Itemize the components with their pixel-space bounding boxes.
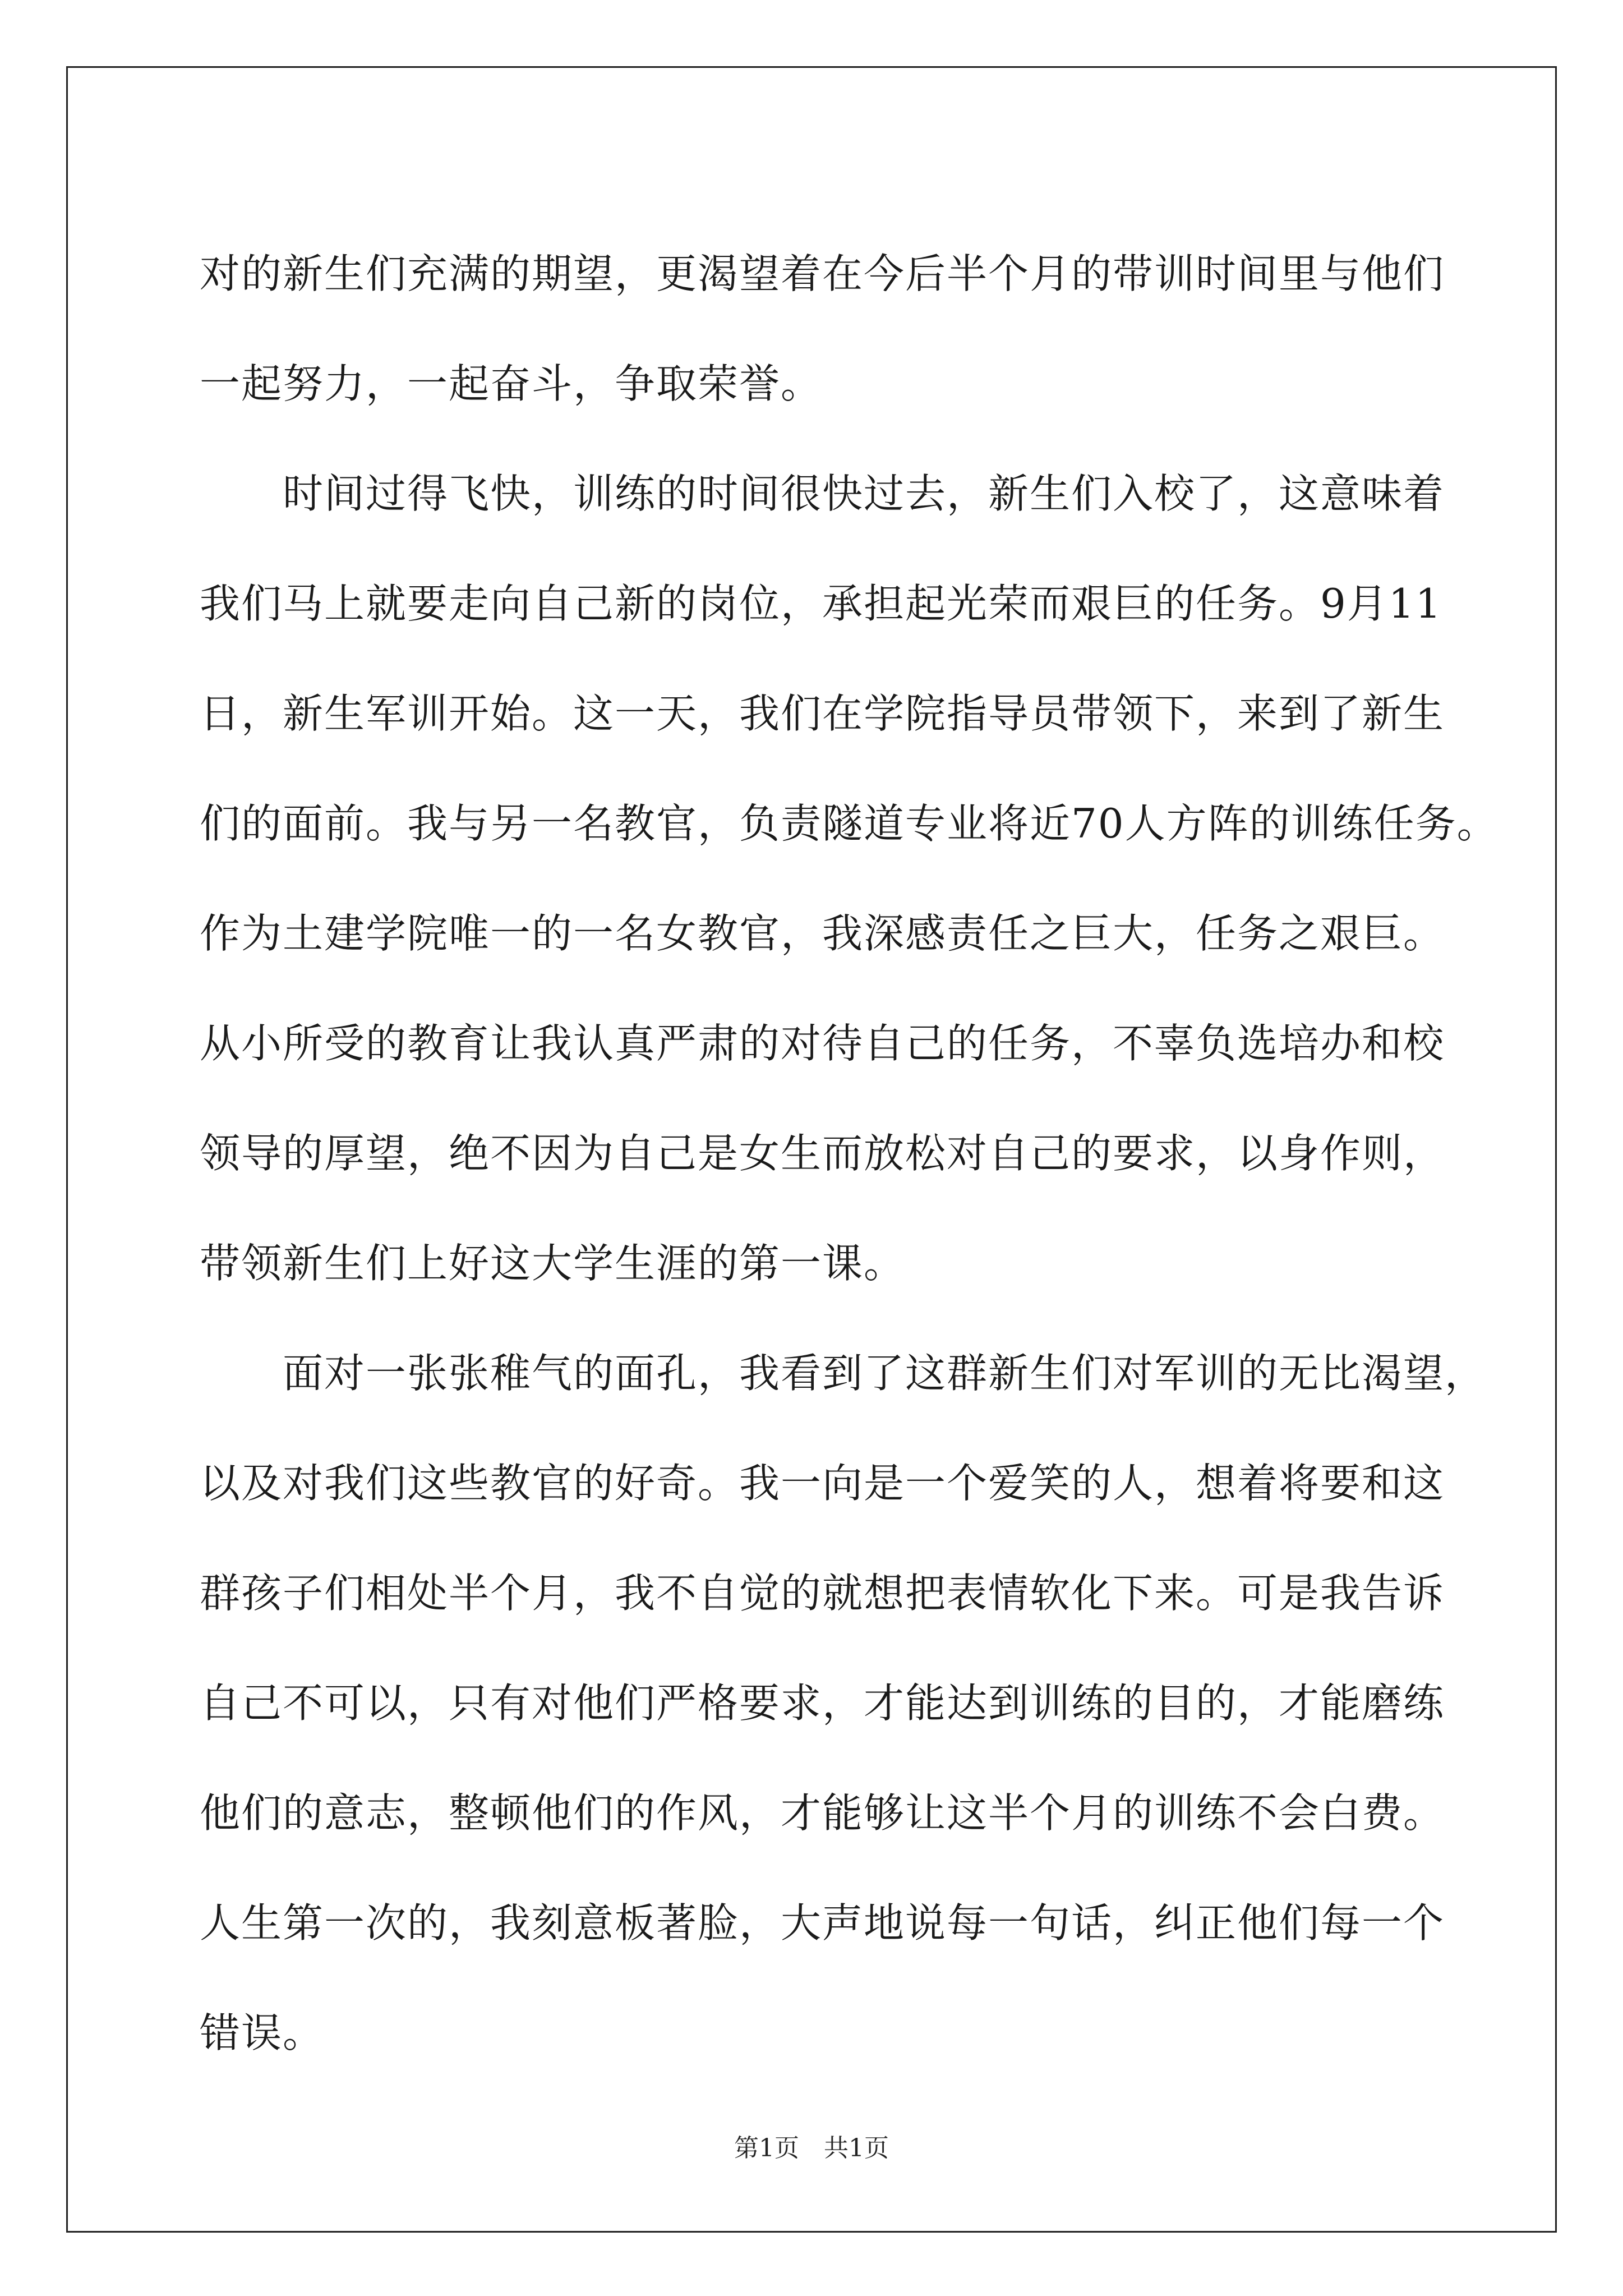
- text-line: 以及对我们这些教官的好奇。我一向是一个爱笑的人，想着将要和这: [200, 1460, 1445, 1507]
- text-line: 面对一张张稚气的面孔，我看到了这群新生们对军训的无比渴望，: [200, 1350, 1487, 1397]
- text-line: 们的面前。我与另一名教官，负责隧道专业将近70人方阵的训练任务。: [200, 800, 1498, 847]
- text-line: 群孩子们相处半个月，我不自觉的就想把表情软化下来。可是我告诉: [200, 1570, 1445, 1617]
- text-line: 错误。: [200, 2009, 325, 2056]
- text-line: 他们的意志，整顿他们的作风，才能够让这半个月的训练不会白费。: [200, 1789, 1445, 1837]
- text-line: 日，新生军训开始。这一天，我们在学院指导员带领下，来到了新生: [200, 690, 1445, 737]
- text-line: 我们马上就要走向自己新的岗位，承担起光荣而艰巨的任务。9月11: [200, 580, 1442, 627]
- text-line: 人生第一次的，我刻意板著脸，大声地说每一句话，纠正他们每一个: [200, 1899, 1445, 1947]
- text-line: 自己不可以，只有对他们严格要求，才能达到训练的目的，才能磨练: [200, 1680, 1445, 1727]
- text-line: 一起努力，一起奋斗，争取荣誉。: [200, 360, 823, 407]
- text-line: 带领新生们上好这大学生涯的第一课。: [200, 1240, 906, 1287]
- document-body: [200, 219, 1498, 2088]
- text-line: 对的新生们充满的期望，更渴望着在今后半个月的带训时间里与他们: [200, 250, 1445, 297]
- text-line: 领导的厚望，绝不因为自己是女生而放松对自己的要求，以身作则，: [200, 1130, 1445, 1177]
- text-line: 时间过得飞快，训练的时间很快过去，新生们入校了，这意味着: [200, 470, 1445, 517]
- page-number-footer: 第1页 共1页: [734, 2134, 889, 2162]
- text-line: 作为土建学院唯一的一名女教官，我深感责任之巨大，任务之艰巨。: [200, 910, 1445, 957]
- text-line: 从小所受的教育让我认真严肃的对待自己的任务，不辜负选培办和校: [200, 1020, 1445, 1067]
